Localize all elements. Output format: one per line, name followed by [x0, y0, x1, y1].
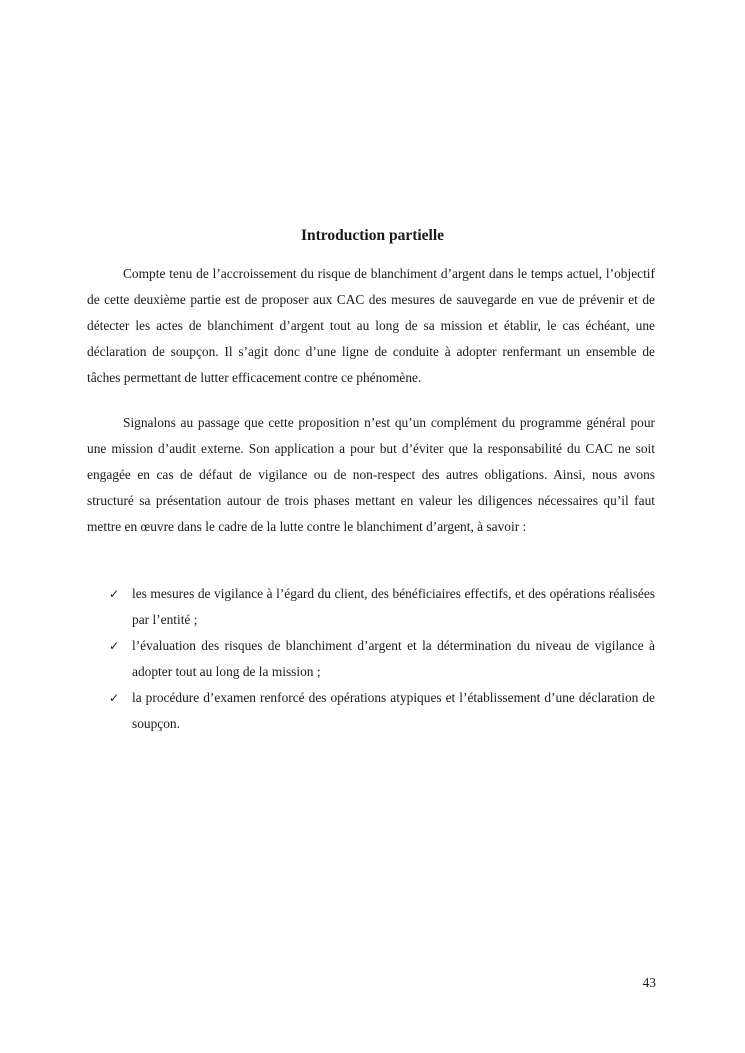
checkmark-icon: ✓	[109, 691, 120, 705]
page-number: 43	[642, 975, 656, 990]
list-item	[87, 633, 655, 685]
checkmark-icon: ✓	[109, 587, 120, 601]
list-item	[87, 581, 655, 633]
paragraph-intro: Compte tenu de l’accroissement du risque de blanchiment d’argent dans le temps actuel, l’objectif de cette deuxième partie est de proposer aux CAC des mesures de sauvegarde en vue de prévenir et de détecter les actes de blanchiment d’argent tout au long de sa mission et établir, le cas échéant, une déclaration de soupçon. Il s’agit donc d’une ligne de conduite à adopter renfermant un ensemble de tâches permettant de lutter efficacement contre ce phénomène.	[87, 266, 655, 385]
list-item-text: la procédure d’examen renforcé des opérations atypiques et l’établissement d’une déclaration de soupçon.	[132, 690, 655, 731]
paragraph-proposal: Signalons au passage que cette proposition n’est qu’un complément du programme général pour une mission d’audit externe. Son application a pour but d’éviter que la responsabilité du CAC ne soit engagée en cas de défaut de vigilance ou de non-respect des autres obligations. Ainsi, nous avons structuré sa présentation autour de trois phases mettant en valeur les diligences nécessaires qu’il faut mettre en œuvre dans le cadre de la lutte contre le blanchiment d’argent, à savoir :	[87, 415, 655, 534]
list-item-text: l’évaluation des risques de blanchiment d’argent et la détermination du niveau de vigilance à adopter tout au long de la mission ;	[132, 638, 655, 679]
list-item	[87, 685, 655, 737]
page-title: Introduction partielle	[300, 227, 445, 244]
phase-list	[87, 581, 655, 737]
list-item-text: les mesures de vigilance à l’égard du client, des bénéficiaires effectifs, et des opérations réalisées par l’entité ;	[132, 586, 655, 627]
checkmark-icon: ✓	[109, 639, 120, 653]
